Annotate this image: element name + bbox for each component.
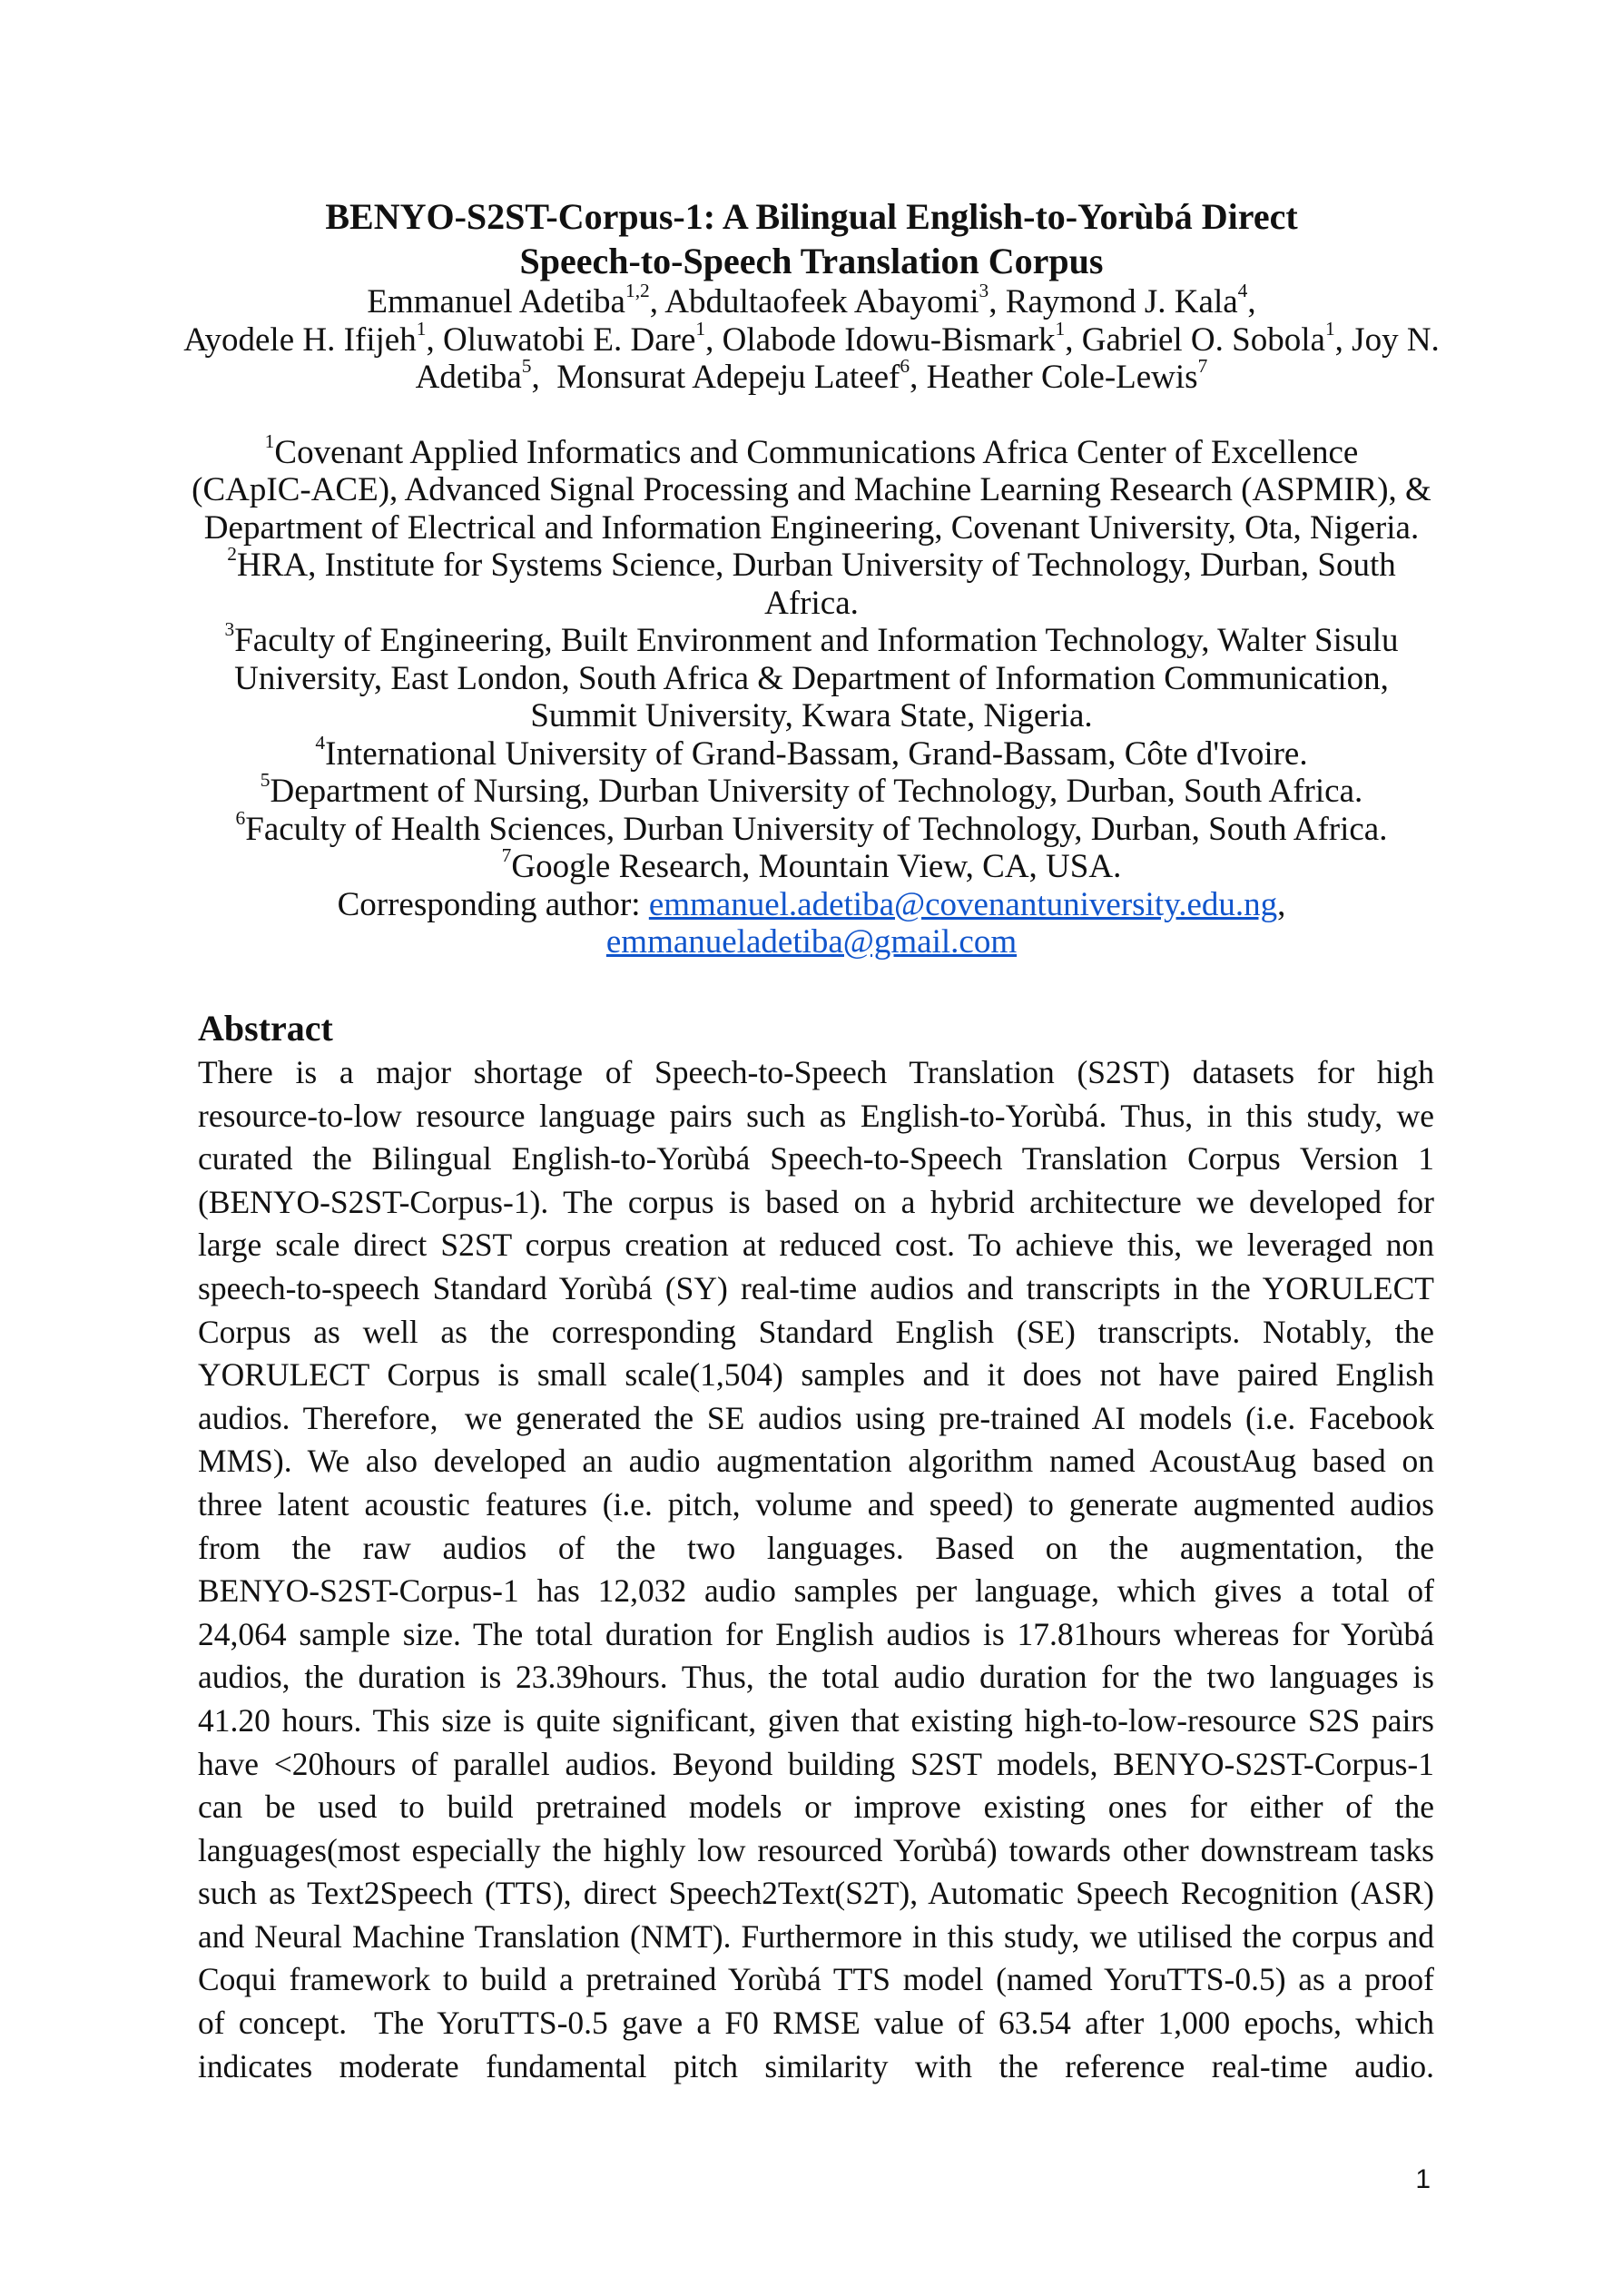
- abstract-line: 41.20 hours. This size is quite significant, given that existing high-to-low-resource S2S pairs: [198, 1701, 1434, 1739]
- affiliation-4: [182, 731, 1441, 774]
- author-list: [182, 280, 1441, 397]
- abstract-line: curated the Bilingual English-to-Yorùbá Speech-to-Speech Translation Corpus Version 1: [198, 1140, 1434, 1178]
- abstract-heading: Abstract: [198, 1008, 333, 1049]
- page-number: 1: [1415, 2164, 1431, 2194]
- affiliation-line: University, East London, South Africa & Department of Information Communication,: [234, 659, 1389, 697]
- paper-header: [182, 194, 1441, 961]
- abstract-line: three latent acoustic features (i.e. pitch, volume and speed) to generate augmented audios: [198, 1485, 1434, 1522]
- title-line-2: Speech-to-Speech Translation Corpus: [519, 241, 1104, 281]
- abstract-line: (BENYO-S2ST-Corpus-1). The corpus is based on a hybrid architecture we developed for: [198, 1183, 1434, 1220]
- abstract-line: audios, the duration is 23.39hours. Thus, the total audio duration for the two languages is: [198, 1659, 1434, 1696]
- author-name: Emmanuel Adetiba: [367, 283, 625, 320]
- author-name: Ayodele H. Ifijeh: [183, 320, 417, 359]
- author-name: Olabode Idowu-Bismark: [722, 320, 1056, 359]
- affiliation-line: Summit University, Kwara State, Nigeria.: [530, 697, 1093, 734]
- author-affiliation-mark: 1: [1055, 317, 1066, 340]
- abstract-body: [198, 1051, 1434, 2088]
- affiliation-2: [182, 543, 1441, 622]
- abstract-line: such as Text2Speech (TTS), direct Speech2Text(S2T), Automatic Speech Recognition (ASR): [198, 1875, 1434, 1912]
- abstract-line: audios. Therefore, we generated the SE audios using pre-trained AI models (i.e. Facebook: [198, 1399, 1434, 1436]
- author-affiliation-mark: 5: [521, 355, 532, 378]
- affiliation-1: [182, 429, 1441, 547]
- affiliation-line: (CApIC-ACE), Advanced Signal Processing and Machine Learning Research (ASPMIR), &: [192, 471, 1431, 508]
- abstract-line: Coqui framework to build a pretrained Yorùbá TTS model (named YoruTTS-0.5) as a proof: [198, 1961, 1434, 1998]
- abstract-line: from the raw audios of the two languages. Based on the augmentation, the: [198, 1529, 1434, 1566]
- affiliation-line: [182, 543, 1441, 585]
- affiliation-3: [182, 618, 1441, 735]
- author-affiliation-mark: 1,2: [625, 280, 650, 302]
- abstract-line: of concept. The YoruTTS-0.5 gave a F0 RMSE value of 63.54 after 1,000 epochs, which: [198, 2005, 1434, 2042]
- author-name: Oluwatobi E. Dare: [442, 320, 696, 359]
- affiliation-list: [182, 429, 1441, 886]
- author-name: Heather Cole-Lewis: [926, 359, 1198, 396]
- affiliation-line: [182, 806, 1441, 849]
- author-name: Monsurat Adepeju Lateef: [556, 359, 900, 396]
- abstract-line: can be used to build pretrained models or improve existing ones for either of the: [198, 1789, 1434, 1826]
- paper-title: [182, 194, 1441, 283]
- affiliation-line: [182, 731, 1441, 774]
- affiliation-number: 1: [264, 429, 275, 452]
- affiliation-line: [182, 429, 1441, 472]
- abstract-line: speech-to-speech Standard Yorùbá (SY) real-time audios and transcripts in the YORULECT: [198, 1269, 1434, 1306]
- author-affiliation-mark: 3: [979, 280, 989, 302]
- author-line: Ayodele H. Ifijeh$^1$, Oluwatobi E. Dare$^1$, Olabode Idowu-Bismark$^1$, Gabriel O. Sobola$^1$, Joy N.: [183, 317, 1440, 359]
- abstract-line: large scale direct S2ST corpus creation at reduced cost. To achieve this, we leveraged non: [198, 1227, 1434, 1264]
- affiliation-number: 2: [227, 543, 237, 566]
- author-affiliation-mark: 6: [900, 355, 910, 378]
- author-affiliation-mark: 4: [1237, 280, 1248, 302]
- affiliation-7: [182, 844, 1441, 886]
- affiliation-number: 4: [315, 731, 326, 754]
- affiliation-line: [182, 769, 1441, 811]
- affiliation-number: 7: [501, 844, 512, 867]
- affiliation-number: 6: [235, 806, 246, 829]
- abstract-line: resource-to-low resource language pairs such as English-to-Yorùbá. Thus, in this study, we: [198, 1097, 1434, 1134]
- affiliation-line: [182, 844, 1441, 886]
- affiliation-6: [182, 806, 1441, 849]
- abstract-line: Corpus as well as the corresponding Standard English (SE) transcripts. Notably, the: [198, 1313, 1434, 1350]
- affiliation-text: Faculty of Health Sciences, Durban University of Technology, Durban, South Africa.: [245, 810, 1388, 848]
- affiliation-text: HRA, Institute for Systems Science, Durban University of Technology, Durban, South: [236, 547, 1396, 584]
- corresponding-line: Corresponding author: emmanuel.adetiba@covenantuniversity.edu.ng,: [337, 885, 1286, 923]
- author-name: Abdultaofeek Abayomi: [664, 283, 979, 320]
- author-affiliation-mark: 1: [695, 317, 706, 340]
- author-affiliation-mark: 1: [416, 317, 427, 340]
- affiliation-line: Africa.: [764, 584, 859, 622]
- affiliation-text: International University of Grand-Bassam, Grand-Bassam, Côte d'Ivoire.: [325, 734, 1308, 773]
- abstract-line: 24,064 sample size. The total duration for English audios is 17.81hours whereas for Yorùbá: [198, 1615, 1434, 1652]
- author-name: Gabriel O. Sobola: [1081, 320, 1325, 359]
- abstract-line: have <20hours of parallel audios. Beyond building S2ST models, BENYO-S2ST-Corpus-1: [198, 1745, 1434, 1782]
- abstract-line: There is a major shortage of Speech-to-Speech Translation (S2ST) datasets for high: [198, 1054, 1434, 1090]
- corresponding-author: [182, 886, 1441, 961]
- abstract-line: indicates moderate fundamental pitch similarity with the reference real-time audio.: [198, 2047, 1434, 2084]
- abstract-line: MMS). We also developed an audio augmentation algorithm named AcoustAug based on: [198, 1443, 1434, 1480]
- affiliation-text: Department of Nursing, Durban University of Technology, Durban, South Africa.: [270, 773, 1363, 810]
- author-name: Raymond J. Kala: [1005, 283, 1238, 320]
- abstract-line: languages(most especially the highly low resourced Yorùbá) towards other downstream tasks: [198, 1831, 1434, 1868]
- author-line: Adetiba$^5$, Monsurat Adepeju Lateef$^6$, Heather Cole-Lewis$^7$: [415, 355, 1208, 396]
- author-affiliation-mark: 1: [1324, 317, 1335, 340]
- spacer: [182, 397, 1441, 434]
- corresponding-line: [182, 923, 1441, 961]
- affiliation-number: 5: [260, 769, 270, 792]
- affiliation-number: 3: [224, 618, 235, 641]
- affiliation-5: [182, 769, 1441, 811]
- abstract-line: YORULECT Corpus is small scale(1,504) samples and it does not have paired English: [198, 1356, 1434, 1394]
- affiliation-line: Department of Electrical and Information Engineering, Covenant University, Ota, Nigeria.: [203, 508, 1420, 547]
- title-line-1: BENYO-S2ST-Corpus-1: A Bilingual English-to-Yorùbá Direct: [325, 196, 1298, 237]
- affiliation-text: Faculty of Engineering, Built Environment and Information Technology, Walter Sisulu: [234, 622, 1399, 659]
- abstract-line: and Neural Machine Translation (NMT). Furthermore in this study, we utilised the corpus and: [198, 1917, 1434, 1955]
- affiliation-text: Google Research, Mountain View, CA, USA.: [511, 848, 1122, 885]
- author-name-part: Adetiba: [415, 359, 522, 396]
- corresponding-label: Corresponding author:: [337, 885, 641, 923]
- author-name-part: Joy N.: [1352, 320, 1440, 359]
- affiliation-text: Covenant Applied Informatics and Communications Africa Center of Excellence: [274, 433, 1359, 471]
- email-link-secondary[interactable]: emmanueladetiba@gmail.com: [605, 923, 1018, 961]
- email-link-primary[interactable]: emmanuel.adetiba@covenantuniversity.edu.ng: [648, 885, 1278, 923]
- abstract-line: BENYO-S2ST-Corpus-1 has 12,032 audio samples per language, which gives a total of: [198, 1572, 1434, 1610]
- affiliation-line: [182, 618, 1441, 660]
- author-affiliation-mark: 7: [1197, 355, 1208, 378]
- author-line: Emmanuel Adetiba$^{1,2}$, Abdultaofeek Abayomi$^3$, Raymond J. Kala$^4$,: [367, 280, 1256, 320]
